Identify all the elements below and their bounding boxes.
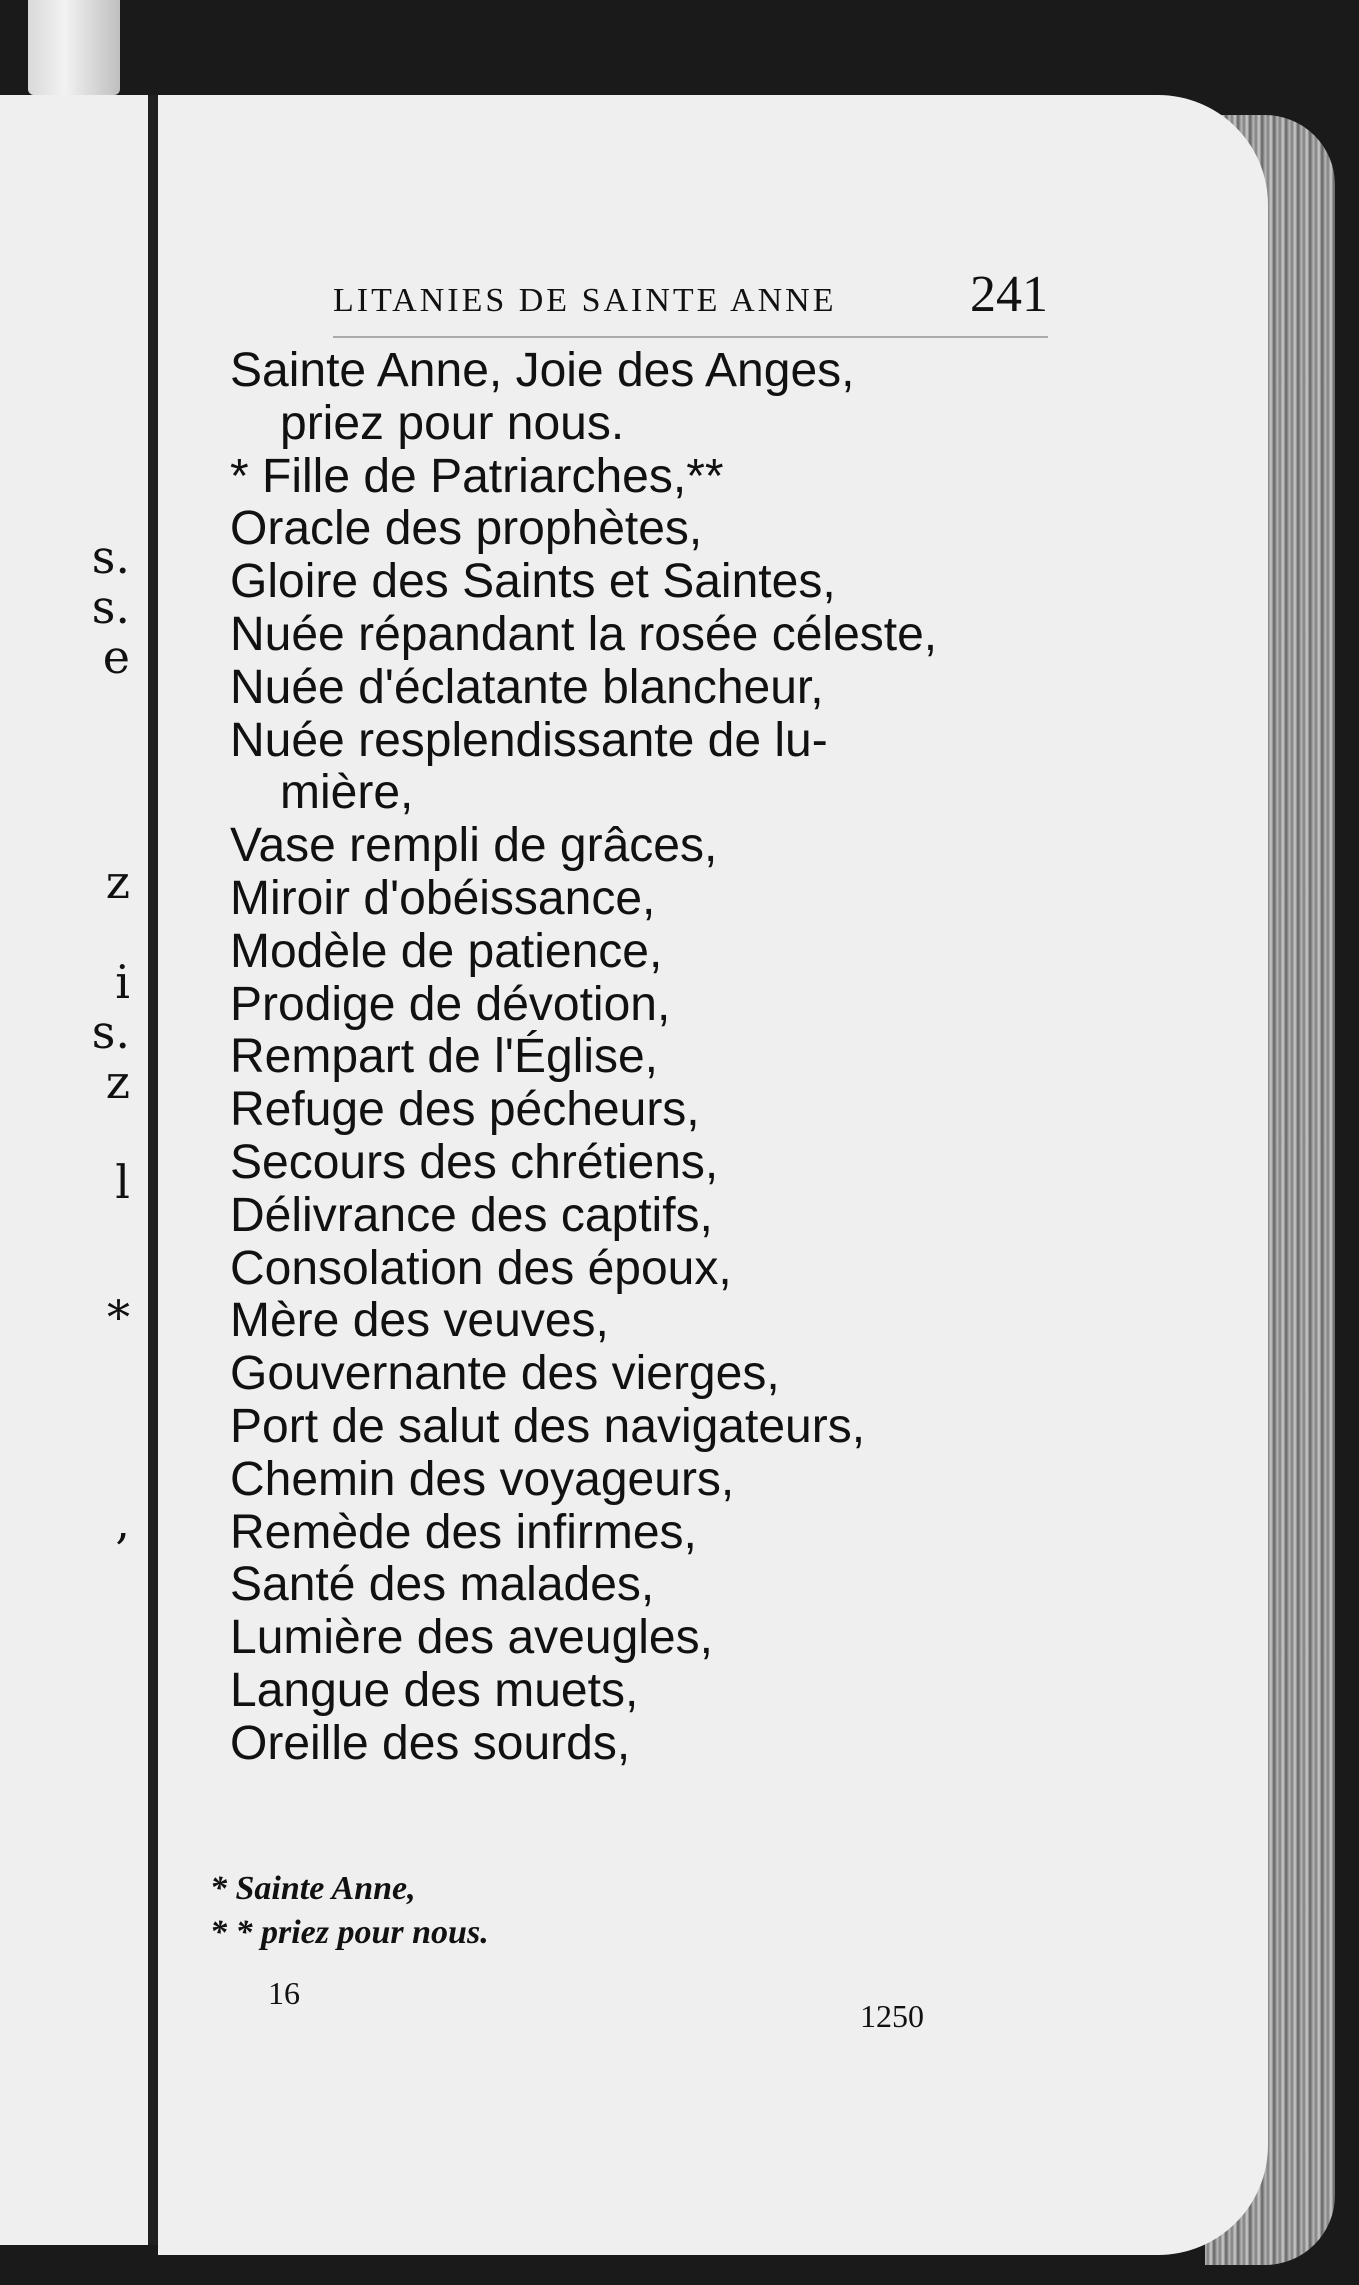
litany-line: Gloire des Saints et Saintes, bbox=[230, 555, 836, 609]
litany-line: Vase rempli de grâces, bbox=[230, 819, 718, 873]
litany-line: Port de salut des navigateurs, bbox=[230, 1399, 866, 1453]
litany-line: Gouvernante des vierges, bbox=[230, 1347, 780, 1401]
left-page-fragment: s. bbox=[91, 530, 130, 584]
litany-list bbox=[230, 345, 1050, 1771]
left-page-fragment: z bbox=[105, 1055, 130, 1109]
footnotes bbox=[210, 1867, 489, 1955]
litany-line: Refuge des pécheurs, bbox=[230, 1083, 700, 1137]
litany-line: Santé des malades, bbox=[230, 1558, 655, 1612]
litany-line: Délivrance des captifs, bbox=[230, 1188, 713, 1242]
bookmark-ribbon bbox=[28, 0, 120, 95]
left-page-fragment: * bbox=[107, 1290, 130, 1344]
litany-line: Langue des muets, bbox=[230, 1663, 639, 1717]
litany-line: mière, bbox=[280, 766, 414, 820]
litany-line: Mère des veuves, bbox=[230, 1294, 609, 1348]
left-page bbox=[0, 95, 152, 2245]
litany-line: Chemin des voyageurs, bbox=[230, 1452, 735, 1506]
left-page-fragment: s. bbox=[91, 1005, 130, 1059]
page-number: 241 bbox=[970, 266, 1048, 323]
litany-line: Oracle des prophètes, bbox=[230, 502, 703, 556]
left-page-fragment: s. bbox=[91, 580, 130, 634]
litany-line: Modèle de patience, bbox=[230, 924, 663, 978]
litany-line: Remède des infirmes, bbox=[230, 1505, 697, 1559]
litany-line: Sainte Anne, Joie des Anges, bbox=[230, 344, 855, 397]
litany-line: Nuée répandant la rosée céleste, bbox=[230, 607, 938, 661]
header-title: LITANIES DE SAINTE ANNE bbox=[333, 282, 837, 319]
footnote-line: * * priez pour nous. bbox=[210, 1914, 489, 1951]
litany-line: * Fille de Patriarches,** bbox=[230, 449, 724, 503]
footnote-line: * Sainte Anne, bbox=[210, 1870, 416, 1907]
litany-line: Rempart de l'Église, bbox=[230, 1030, 659, 1084]
left-page-fragment: , bbox=[115, 1495, 130, 1549]
litany-line: Miroir d'obéissance, bbox=[230, 871, 656, 925]
signature-mark: 16 bbox=[268, 1975, 300, 2011]
litany-line: Prodige de dévotion, bbox=[230, 977, 671, 1031]
litany-line: Nuée d'éclatante blancheur, bbox=[230, 660, 824, 714]
print-number: 1250 bbox=[860, 1998, 924, 2034]
litany-line: priez pour nous. bbox=[280, 396, 625, 450]
litany-line: Consolation des époux, bbox=[230, 1241, 732, 1295]
running-header bbox=[333, 265, 1048, 338]
left-page-fragment: l bbox=[115, 1155, 130, 1209]
litany-line: Oreille des sourds, bbox=[230, 1716, 631, 1770]
left-page-fragment: z bbox=[105, 855, 130, 909]
left-page-fragment: i bbox=[115, 955, 130, 1009]
left-page-fragment: e bbox=[102, 630, 130, 684]
litany-line: Lumière des aveugles, bbox=[230, 1611, 713, 1665]
litany-line: Nuée resplendissante de lu- bbox=[230, 713, 828, 767]
litany-line: Secours des chrétiens, bbox=[230, 1135, 719, 1189]
